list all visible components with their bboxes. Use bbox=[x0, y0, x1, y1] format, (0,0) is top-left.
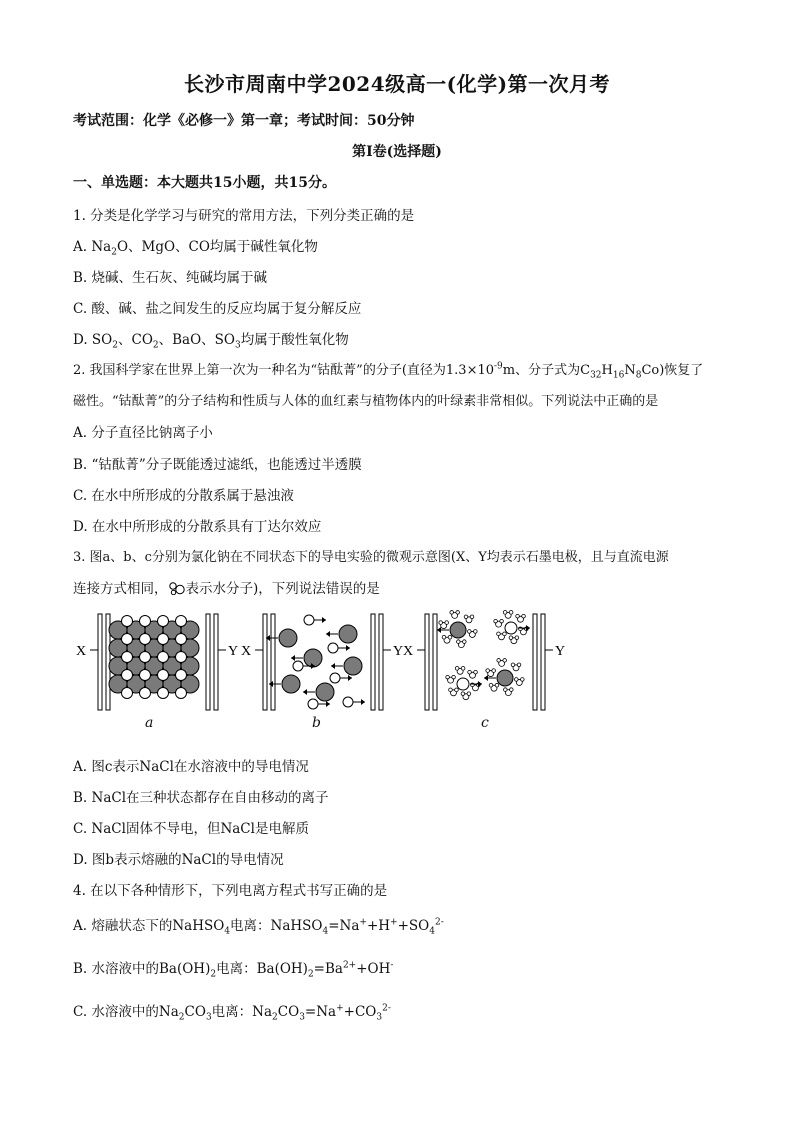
water-h bbox=[511, 663, 515, 667]
arrow-head bbox=[326, 631, 330, 637]
water-h bbox=[492, 669, 496, 673]
water-h bbox=[489, 683, 493, 687]
q2-stem-line1 bbox=[73, 359, 703, 381]
hydrated-na-ion bbox=[450, 622, 466, 638]
water-h bbox=[474, 630, 478, 634]
na-ion bbox=[282, 675, 300, 693]
q3-l2-a: 连接方式相同， bbox=[73, 581, 168, 597]
water-h bbox=[522, 614, 526, 618]
nacl-conduction-figure bbox=[73, 606, 733, 736]
cl-ion bbox=[158, 634, 169, 645]
figure-c-label: c bbox=[481, 715, 489, 731]
cl-ion bbox=[158, 616, 169, 627]
electrode-x-label: X bbox=[403, 644, 414, 659]
electrode-x-label: X bbox=[241, 644, 252, 659]
water-h bbox=[515, 636, 519, 640]
cl-ion bbox=[176, 670, 187, 681]
q4-b-t1: B. 水溶液中的Ba(OH) bbox=[73, 961, 211, 977]
q4-a-p3: 2- bbox=[434, 917, 444, 928]
q1-option-a[interactable] bbox=[73, 235, 318, 258]
water-h bbox=[504, 688, 508, 692]
q3-stem-line1: 3. 图a、b、c分别为氯化钠在不同状态下的导电实验的微观示意图(X、Y均表示石墨电极，且与直流电源 bbox=[73, 550, 669, 565]
water-h bbox=[461, 667, 465, 671]
q4-c-t2: CO bbox=[184, 1004, 206, 1020]
electrode-y bbox=[214, 614, 218, 710]
cl-ion bbox=[122, 634, 133, 645]
water-h bbox=[455, 688, 459, 692]
q2-option-a[interactable]: A. 分子直径比钠离子小 bbox=[73, 425, 213, 441]
q4-b-t4: +OH bbox=[356, 961, 391, 977]
figure-a bbox=[76, 614, 238, 710]
water-h bbox=[515, 678, 519, 682]
arrow-head bbox=[326, 701, 330, 707]
q3-stem-line2 bbox=[73, 577, 380, 597]
cl-ion bbox=[176, 634, 187, 645]
water-h bbox=[509, 611, 513, 615]
electrode-x-inner bbox=[433, 614, 437, 710]
q4-a-t1: A. 熔融状态下的NaHSO bbox=[73, 918, 225, 934]
q2-f-s2: 16 bbox=[612, 370, 625, 381]
exam-title: 长沙市周南中学2024级高一(化学)第一次月考 bbox=[183, 72, 611, 96]
water-h bbox=[500, 619, 504, 623]
q4-c-p1: + bbox=[336, 1003, 344, 1014]
water-h bbox=[448, 635, 452, 639]
q4-a-t3: =Na bbox=[328, 918, 360, 934]
q4-b-t2: 电离：Ba(OH) bbox=[216, 961, 308, 977]
cl-ion bbox=[176, 688, 187, 699]
q4-c-t4: CO bbox=[277, 1004, 300, 1020]
water-h bbox=[439, 621, 443, 625]
q3-l2-b: 表示水分子)，下列说法错误的是 bbox=[185, 581, 380, 597]
electrode-x bbox=[263, 614, 267, 710]
q2-option-d[interactable]: D. 在水中所形成的分散系具有丁达尔效应 bbox=[73, 519, 322, 535]
cl-ion bbox=[122, 652, 133, 663]
q2-l1-sup: -9 bbox=[494, 361, 503, 372]
water-molecule-icon bbox=[168, 582, 186, 595]
cl-ion bbox=[122, 688, 133, 699]
q1-d-t1: D. SO bbox=[73, 332, 113, 348]
electrode-y-label: Y bbox=[228, 644, 239, 659]
electrode-x-label: X bbox=[76, 644, 87, 659]
figure-b-label: b bbox=[312, 715, 321, 731]
q4-c-s2: 3 bbox=[205, 1012, 212, 1023]
na-ion bbox=[316, 683, 334, 701]
q4-a-t4: +H bbox=[366, 918, 391, 934]
water-h bbox=[452, 675, 456, 679]
q1-a-sub: 2 bbox=[111, 247, 117, 258]
water-h bbox=[467, 692, 471, 696]
water-h bbox=[456, 611, 460, 615]
cl-ion bbox=[158, 688, 169, 699]
water-h bbox=[495, 683, 499, 687]
q3-option-b[interactable]: B. NaCl在三种状态都存在自由移动的离子 bbox=[73, 790, 329, 806]
q3-option-c[interactable]: C. NaCl固体不导电，但NaCl是电解质 bbox=[73, 821, 309, 837]
electrode-y-inner bbox=[371, 614, 375, 710]
q1-option-c[interactable]: C. 酸、碱、盐之间发生的反应均属于复分解反应 bbox=[73, 301, 362, 317]
na-ion bbox=[279, 629, 297, 647]
q1-d-s3: 3 bbox=[234, 340, 241, 351]
water-h bbox=[449, 688, 453, 692]
figure-a-label: a bbox=[145, 715, 154, 731]
q2-f-t3: Co)恢复了 bbox=[641, 363, 704, 378]
electrode-x bbox=[98, 614, 102, 710]
water-h bbox=[474, 670, 478, 674]
water-h bbox=[446, 675, 450, 679]
q4-c-t5: =Na bbox=[304, 1004, 337, 1020]
electrode-y-label: Y bbox=[393, 644, 404, 659]
electrode-y bbox=[379, 614, 383, 710]
cl-ion bbox=[122, 616, 133, 627]
q4-a-s1: 4 bbox=[224, 926, 231, 937]
cl-ion bbox=[293, 661, 303, 671]
q4-c-t6: +CO bbox=[343, 1004, 377, 1020]
water-h bbox=[516, 614, 520, 618]
arrow-head bbox=[348, 675, 352, 681]
q1-d-t4: 均属于酸性氧化物 bbox=[240, 332, 349, 348]
q1-d-s1: 2 bbox=[112, 340, 118, 351]
water-h bbox=[442, 635, 446, 639]
q4-a-t5: +SO bbox=[397, 918, 430, 934]
arrow-head bbox=[303, 689, 307, 695]
volume-heading: 第I卷(选择题) bbox=[352, 144, 442, 160]
q4-a-t2: 电离：NaHSO bbox=[230, 918, 323, 934]
arrow-head bbox=[437, 627, 441, 633]
q2-f-s3: 8 bbox=[635, 370, 642, 381]
q4-c-p2: 2- bbox=[382, 1003, 391, 1014]
arrow-head bbox=[322, 617, 326, 623]
cl-ion bbox=[158, 652, 169, 663]
water-h bbox=[455, 667, 459, 671]
q1-option-b[interactable]: B. 烧碱、生石灰、纯碱均属于碱 bbox=[73, 270, 268, 286]
q4-c-t3: 电离：Na bbox=[211, 1004, 273, 1020]
q3-option-d[interactable]: D. 图b表示熔融的NaCl的导电情况 bbox=[73, 852, 284, 868]
water-h bbox=[450, 611, 454, 615]
na-ion bbox=[339, 625, 357, 643]
q4-c-s5: 3 bbox=[376, 1012, 383, 1023]
cl-ion bbox=[176, 652, 187, 663]
q4-option-b[interactable] bbox=[73, 957, 393, 980]
hydrated-cl-ion bbox=[505, 622, 517, 634]
cl-ion bbox=[308, 699, 318, 709]
electrode-x-inner bbox=[271, 614, 275, 710]
electrode-y-inner bbox=[533, 614, 537, 710]
water-h bbox=[470, 615, 474, 619]
water-h bbox=[464, 615, 468, 619]
water-h bbox=[509, 636, 513, 640]
section-heading: 一、单选题：本大题共15小题，共15分。 bbox=[73, 175, 336, 191]
cl-ion bbox=[140, 688, 151, 699]
cl-ion bbox=[140, 670, 151, 681]
q4-option-a[interactable] bbox=[73, 914, 444, 937]
arrow-head bbox=[346, 645, 350, 651]
q1-d-t3: 、BaO、SO bbox=[158, 332, 235, 348]
q1-a-text: A. Na bbox=[73, 239, 112, 255]
q4-a-p2: + bbox=[390, 917, 398, 928]
water-h bbox=[461, 692, 465, 696]
electrode-x bbox=[425, 614, 429, 710]
cl-ion bbox=[122, 670, 133, 681]
cl-ion bbox=[328, 643, 338, 653]
figure-c bbox=[403, 611, 565, 710]
q1-stem: 1. 分类是化学学习与研究的常用方法，下列分类正确的是 bbox=[73, 208, 415, 224]
water-h bbox=[486, 669, 490, 673]
q3-option-a[interactable]: A. 图c表示NaCl在水溶液中的导电情况 bbox=[73, 759, 309, 775]
q4-b-p1: 2+ bbox=[342, 960, 357, 971]
q2-option-c[interactable]: C. 在水中所形成的分散系属于悬浊液 bbox=[73, 488, 294, 504]
cl-ion bbox=[176, 616, 187, 627]
cl-ion bbox=[140, 616, 151, 627]
q2-f-s1: 32 bbox=[590, 370, 602, 381]
q4-b-s1: 2 bbox=[210, 969, 217, 980]
q4-c-s3: 2 bbox=[272, 1012, 278, 1023]
water-h bbox=[468, 630, 472, 634]
water-h bbox=[503, 611, 507, 615]
arrow-head bbox=[361, 699, 365, 705]
water-h bbox=[497, 659, 501, 663]
water-h bbox=[503, 659, 507, 663]
na-ion bbox=[344, 657, 362, 675]
q2-f-t2: N bbox=[624, 363, 636, 378]
q4-b-s2: 2 bbox=[307, 969, 314, 980]
q4-stem: 4. 在以下各种情形下，下列电离方程式书写正确的是 bbox=[73, 883, 388, 899]
cl-ion bbox=[330, 673, 340, 683]
figure-b bbox=[241, 614, 403, 710]
cl-ion bbox=[140, 652, 151, 663]
electrode-y-inner bbox=[206, 614, 210, 710]
hydrated-na-ion bbox=[497, 670, 513, 686]
water-h bbox=[521, 678, 525, 682]
q4-c-s1: 2 bbox=[178, 1012, 185, 1023]
q4-b-t3: =Ba bbox=[313, 961, 343, 977]
water-h bbox=[503, 632, 507, 636]
cl-ion bbox=[343, 697, 353, 707]
q2-l1-a: 2. 我国科学家在世界上第一次为一种名为“钴酞菁”的分子(直径为1.3×10 bbox=[73, 363, 495, 378]
cl-ion bbox=[158, 670, 169, 681]
water-h bbox=[510, 688, 514, 692]
hydrated-cl-ion bbox=[457, 678, 469, 690]
q2-l1-b: m、分子式为C bbox=[502, 363, 591, 378]
q1-d-t2: 、CO bbox=[117, 332, 153, 348]
q4-c-t1: C. 水溶液中的Na bbox=[73, 1004, 179, 1020]
q4-a-s3: 4 bbox=[429, 926, 435, 937]
arrow-head bbox=[291, 655, 295, 661]
arrow-head bbox=[331, 663, 335, 669]
q1-option-d[interactable] bbox=[73, 328, 349, 351]
q4-c-s4: 3 bbox=[299, 1012, 305, 1023]
water-h bbox=[468, 670, 472, 674]
electrode-y-label: Y bbox=[555, 644, 566, 659]
cl-ion bbox=[140, 634, 151, 645]
water-h bbox=[445, 621, 449, 625]
water-h bbox=[517, 663, 521, 667]
q2-option-b[interactable]: B. “钴酞菁”分子既能透过滤纸，也能透过半透膜 bbox=[73, 457, 362, 473]
na-ion bbox=[304, 649, 322, 667]
q2-f-t1: H bbox=[601, 363, 613, 378]
q4-a-s2: 4 bbox=[322, 926, 329, 937]
water-h bbox=[463, 640, 467, 644]
q1-d-s2: 2 bbox=[152, 340, 159, 351]
arrow-head bbox=[484, 675, 488, 681]
q1-a-text2: O、MgO、CO均属于碱性氧化物 bbox=[116, 239, 318, 255]
water-h bbox=[494, 619, 498, 623]
q2-stem-line2: 磁性。“钴酞菁”的分子结构和性质与人体的血红素与植物体内的叶绿素非常相似。下列说法中正确的是 bbox=[73, 394, 659, 409]
q4-a-p1: + bbox=[359, 917, 367, 928]
exam-scope: 考试范围：化学《必修一》第一章；考试时间：50分钟 bbox=[73, 113, 415, 129]
water-h bbox=[497, 632, 501, 636]
q4-b-p2: - bbox=[390, 960, 394, 971]
electrode-y bbox=[541, 614, 545, 710]
q4-option-c[interactable] bbox=[73, 1000, 391, 1023]
cl-ion bbox=[304, 615, 314, 625]
water-h bbox=[457, 640, 461, 644]
